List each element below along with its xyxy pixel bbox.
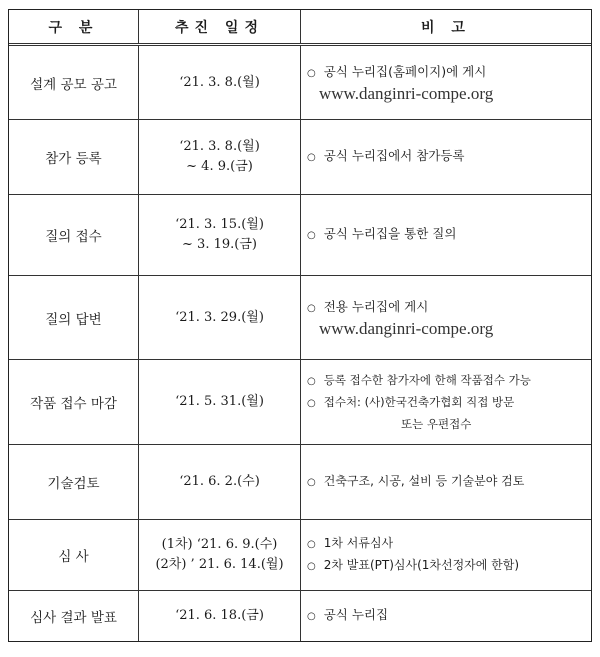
bullet-icon: ○: [307, 398, 316, 409]
note-text: 건축구조, 시공, 설비 등 기술분야 검토: [323, 474, 525, 488]
website-url[interactable]: www.danginri-compe.org: [319, 83, 494, 103]
table-row: [9, 590, 591, 641]
table-row: [9, 119, 591, 194]
date-line: ~ 4. 9.(금): [186, 159, 253, 174]
date-line: ~ 3. 19.(금): [182, 237, 257, 252]
table-header-row: [9, 10, 591, 43]
note-line: 또는 우편접수: [401, 417, 472, 431]
table-row: [9, 43, 591, 119]
table-row: [9, 194, 591, 275]
header-remarks: 비 고: [421, 19, 471, 36]
row-notes: [301, 120, 591, 194]
table-row: [9, 444, 591, 519]
note-line: [307, 392, 591, 414]
row-category: 심사 결과 발표: [9, 591, 139, 641]
row-category: 설계 공모 공고: [9, 46, 139, 119]
date-line: ‘21. 3. 29.(월): [175, 309, 264, 325]
bullet-icon: ○: [307, 539, 316, 550]
row-notes: [301, 445, 591, 519]
bullet-icon: ○: [307, 611, 316, 622]
note-line: [307, 471, 591, 493]
note-line: [307, 555, 591, 577]
bullet-icon: ○: [307, 230, 316, 241]
date-line: ‘21. 5. 31.(월): [175, 394, 264, 409]
note-text: 공식 누리집에서 참가등록: [323, 148, 465, 163]
bullet-icon: ○: [307, 477, 316, 488]
date-line: (2차) ’ 21. 6. 14.(월): [155, 557, 284, 572]
date-line: (1차) ‘21. 6. 9.(수): [161, 537, 278, 552]
bullet-icon: ○: [307, 561, 316, 572]
row-dates: [139, 276, 301, 359]
row-dates: [139, 520, 301, 590]
note-text: 등록 접수한 참가자에 한해 작품접수 가능: [323, 373, 531, 387]
row-category: 기술검토: [9, 445, 139, 519]
note-line: [307, 533, 591, 555]
bullet-icon: ○: [307, 376, 316, 387]
note-text: 접수처: (사)한국건축가협회 직접 방문: [323, 395, 515, 409]
row-notes: [301, 591, 591, 641]
row-category: 질의 답변: [9, 276, 139, 359]
date-line: ‘21. 3. 15.(월): [175, 217, 264, 232]
table-row: [9, 359, 591, 444]
row-dates: [139, 120, 301, 194]
row-notes: [301, 195, 591, 275]
date-line: ‘21. 6. 18.(금): [175, 608, 264, 623]
schedule-table: [8, 9, 592, 642]
row-category: 작품 접수 마감: [9, 360, 139, 444]
row-category: 심 사: [9, 520, 139, 590]
row-category: 참가 등록: [9, 120, 139, 194]
website-url[interactable]: www.danginri-compe.org: [319, 318, 494, 338]
row-dates: [139, 445, 301, 519]
row-dates: [139, 591, 301, 641]
table-row: [9, 519, 591, 590]
date-line: ‘21. 3. 8.(월): [179, 139, 260, 154]
row-dates: [139, 360, 301, 444]
note-text: 공식 누리집: [323, 607, 389, 622]
date-line: ‘21. 3. 8.(월): [179, 74, 260, 90]
row-notes: [301, 46, 591, 119]
header-schedule: 추진 일정: [139, 10, 301, 43]
bullet-icon: ○: [307, 302, 316, 314]
row-notes: [301, 520, 591, 590]
bullet-icon: ○: [307, 67, 316, 79]
note-text: 1차 서류심사: [323, 536, 394, 550]
date-line: ‘21. 6. 2.(수): [179, 474, 260, 489]
note-line: [307, 297, 591, 319]
row-dates: [139, 195, 301, 275]
note-line: [307, 146, 591, 168]
note-text: 공식 누리집을 통한 질의: [323, 226, 457, 241]
row-category: 질의 접수: [9, 195, 139, 275]
table-row: [9, 275, 591, 359]
header-category: 구 분: [9, 10, 139, 43]
note-line: [307, 370, 591, 392]
note-text: 2차 발표(PT)심사(1차선정자에 한함): [323, 558, 520, 572]
row-dates: [139, 46, 301, 119]
row-notes: [301, 360, 591, 444]
row-notes: [301, 276, 591, 359]
note-line: [307, 605, 591, 627]
bullet-icon: ○: [307, 152, 316, 163]
note-line: [307, 62, 591, 84]
note-text: 전용 누리집에 게시: [323, 298, 429, 314]
note-text: 공식 누리집(홈페이지)에 게시: [323, 63, 487, 79]
note-line: [307, 224, 591, 246]
